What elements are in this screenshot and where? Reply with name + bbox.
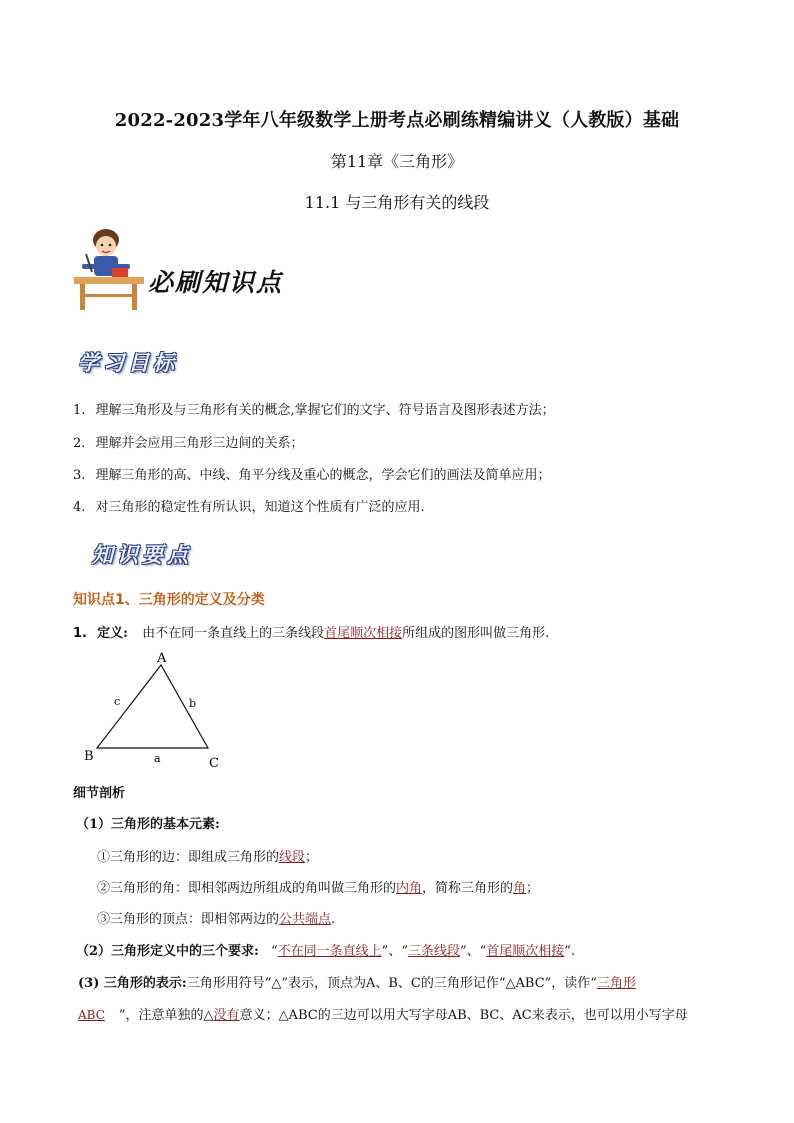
requirement-3: 首尾顺次相接 (486, 944, 565, 959)
notation-heading: (3) 三角形的表示: (78, 976, 187, 991)
element-side (97, 846, 318, 865)
requirements-heading: （2）三角形定义中的三个要求: (76, 944, 259, 959)
document-title: 2022-2023学年八年级数学上册考点必刷练精编讲义（人教版）基础 (114, 110, 680, 131)
goal-item-2 (73, 432, 304, 451)
notation-key-1: 三角形 (596, 976, 636, 991)
banner-label: 必刷知识点 (148, 268, 284, 297)
goals-heading: 学习目标 (78, 350, 178, 375)
side-label-a: a (154, 752, 161, 765)
triangle-figure (78, 648, 228, 773)
quote: ”、“ (459, 944, 487, 959)
definition-text-end: 所组成的图形叫做三角形. (402, 626, 550, 641)
goal-text: 理解三角形及与三角形有关的概念,掌握它们的文字、符号语言及图形表述方法； (95, 403, 555, 418)
element-vertex (97, 908, 335, 927)
element-vertex-end: . (331, 912, 336, 927)
student-at-desk-icon (72, 224, 148, 312)
goal-num: 3. (73, 468, 86, 483)
goal-num: 2. (73, 436, 86, 451)
notation-key-3: 没有 (213, 1008, 240, 1023)
notation-text-2: ”，注意单独的△ (118, 1008, 214, 1023)
requirement-1: 不在同一条直线上 (277, 944, 382, 959)
elements-heading: （1）三角形的基本元素: (76, 817, 220, 832)
definition-key-term: 首尾顺次相接 (324, 626, 403, 641)
section-title: 11.1 与三角形有关的线段 (304, 193, 490, 212)
element-side-text: ①三角形的边：即组成三角形的 (97, 850, 280, 865)
goal-num: 1. (73, 403, 86, 418)
vertex-label-a: A (157, 651, 167, 666)
notation-text: 三角形用符号“△”表示，顶点为A、B、C的三角形记作“△ABC”，读作“ (186, 976, 597, 991)
element-angle-end: ； (526, 881, 540, 896)
points-heading: 知识要点 (92, 542, 192, 567)
element-side-end: ； (305, 850, 319, 865)
notation-line-2 (78, 1004, 688, 1023)
goal-text: 对三角形的稳定性有所认识，知道这个性质有广泛的应用. (95, 500, 425, 515)
definition-label: 定义: (97, 626, 128, 641)
goal-text: 理解三角形的高、中线、角平分线及重心的概念，学会它们的画法及简单应用； (95, 468, 551, 483)
vertex-label-c: C (209, 756, 219, 771)
side-label-c: c (114, 695, 121, 708)
goal-item-3 (73, 464, 551, 483)
goal-item-1 (73, 399, 555, 418)
element-angle-text: ②三角形的角：即相邻两边所组成的角叫做三角形的 (97, 881, 397, 896)
notation-line-1 (78, 972, 636, 991)
goal-text: 理解并会应用三角形三边间的关系； (95, 436, 304, 451)
chapter-title: 第11章《三角形》 (330, 152, 464, 171)
element-side-key: 线段 (279, 850, 306, 865)
notation-text-3: 意义；△ABC的三边可以用大写字母AB、BC、AC来表示，也可以用小写字母 (239, 1008, 688, 1023)
quote: ”. (564, 944, 576, 959)
quote: ”、“ (381, 944, 408, 959)
definition-line (73, 622, 549, 641)
goal-num: 4. (73, 500, 86, 515)
element-angle (97, 877, 539, 896)
requirement-2: 三条线段 (407, 944, 460, 959)
definition-text: 由不在同一条直线上的三条线段 (142, 626, 325, 641)
goal-item-4 (73, 496, 425, 515)
knowledge-point-title: 知识点1、三角形的定义及分类 (73, 592, 265, 608)
element-angle-key1: 内角 (396, 881, 423, 896)
notation-key-2: ABC (78, 1008, 105, 1022)
requirements-line (76, 940, 575, 959)
side-label-b: b (189, 697, 197, 710)
quote: “ (271, 944, 278, 959)
element-angle-key2: 角 (513, 881, 527, 896)
element-angle-mid: ，简称三角形的 (422, 881, 514, 896)
vertex-label-b: B (84, 749, 94, 764)
element-vertex-text: ③三角形的顶点：即相邻两边的 (97, 912, 280, 927)
definition-num: 1. (73, 626, 87, 641)
element-vertex-key: 公共端点 (279, 912, 332, 927)
detail-heading: 细节剖析 (73, 786, 126, 801)
